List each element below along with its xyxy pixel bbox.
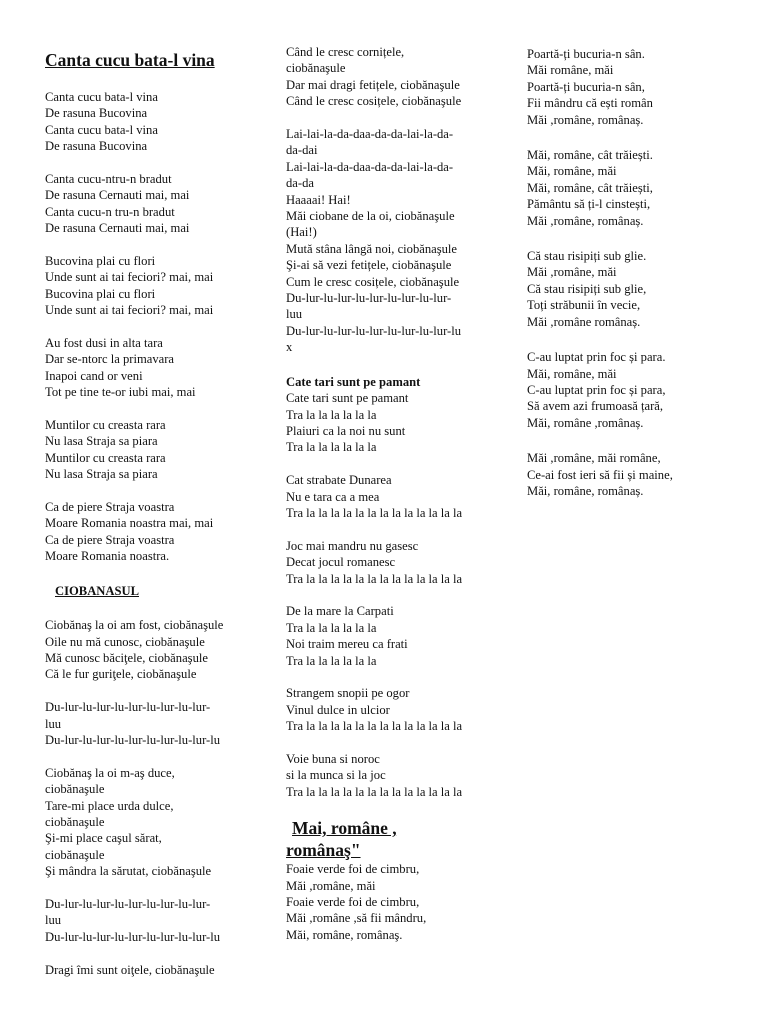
lyric-line: Cat strabate Dunarea bbox=[286, 473, 392, 488]
lyric-line: Du-lur-lu-lur-lu-lur-lu-lur-lu-lur- bbox=[45, 896, 211, 911]
lyric-line: Şi-mi place caşul sărat, bbox=[45, 831, 162, 846]
lyric-line: Unde sunt ai tai feciori? mai, mai bbox=[45, 303, 214, 318]
stanza bbox=[286, 44, 491, 110]
lyric-line: Lai-lai-la-da-daa-da-da-lai-la-da- bbox=[286, 159, 454, 174]
lyric-line: Când le cresc cornițele, bbox=[286, 45, 405, 59]
lyric-line: ciobănaşule bbox=[45, 847, 105, 862]
lyric-line: ciobănaşule bbox=[45, 814, 105, 829]
lyric-line: Canta cucu-n tru-n bradut bbox=[45, 204, 175, 219]
lyric-line: Tot pe tine te-or iubi mai, mai bbox=[45, 385, 196, 400]
lyric-line: Haaaai! Hai! bbox=[286, 192, 351, 207]
lyric-line: Nu lasa Straja sa piara bbox=[45, 467, 158, 482]
title-line: Mai, române , bbox=[292, 818, 397, 839]
stanza bbox=[286, 751, 491, 800]
stanza bbox=[286, 861, 491, 943]
stanza bbox=[45, 253, 250, 319]
lyric-line: Unde sunt ai tai feciori? mai, mai bbox=[45, 270, 214, 285]
lyric-line: Tra la la la la la la bbox=[286, 440, 377, 455]
lyric-line: Du-lur-lu-lur-lu-lur-lu-lur-lu-lur- bbox=[286, 291, 452, 306]
lyric-line: Că stau risipiți sub glie. bbox=[527, 249, 647, 264]
lyric-line: Măi ,române, măi bbox=[286, 878, 376, 893]
lyric-line: x bbox=[286, 340, 293, 355]
lyric-line: Măi ,române, românaș. bbox=[527, 112, 644, 127]
lyric-line: ciobănaşule bbox=[45, 782, 105, 797]
stanza bbox=[286, 472, 491, 521]
lyric-line: Du-lur-lu-lur-lu-lur-lu-lur-lu-lur-lu bbox=[45, 732, 220, 747]
lyric-line: Oile nu mă cunosc, ciobănaşule bbox=[45, 634, 205, 649]
stanza bbox=[286, 126, 491, 356]
lyric-line: Ciobănaş la oi am fost, ciobănaşule bbox=[45, 618, 224, 633]
lyric-line: Tra la la la la la la bbox=[286, 620, 377, 635]
song-title-mai-romane bbox=[286, 818, 491, 861]
lyric-line: (Hai!) bbox=[286, 225, 317, 240]
lyric-line: si la munca si la joc bbox=[286, 768, 386, 783]
lyric-line: Plaiuri ca la noi nu sunt bbox=[286, 423, 406, 438]
stanza bbox=[527, 450, 717, 499]
stanza bbox=[286, 390, 491, 456]
stanza bbox=[45, 896, 250, 945]
lyric-line: Voie buna si noroc bbox=[286, 751, 380, 766]
lyric-line: Şi mândra la sărutat, ciobănaşule bbox=[45, 864, 212, 879]
lyric-line: Că stau risipiți sub glie, bbox=[527, 281, 647, 296]
column-2 bbox=[286, 44, 491, 943]
lyric-line: C-au luptat prin foc și para, bbox=[527, 382, 666, 397]
lyric-line: Tra la la la la la la la la la la la la la bbox=[286, 784, 463, 799]
lyric-line: ciobănaşule bbox=[286, 61, 346, 76]
lyric-line: Mă cunosc băciţele, ciobănaşule bbox=[45, 650, 208, 665]
lyric-line: Măi, române, românaş. bbox=[286, 927, 403, 942]
lyric-line: Tra la la la la la la la la la la la la la bbox=[286, 719, 463, 734]
lyric-line: Ciobănaş la oi m-aş duce, bbox=[45, 765, 175, 780]
lyric-line: Lai-lai-la-da-daa-da-da-lai-la-da- bbox=[286, 127, 454, 142]
lyric-line: Canta cucu-ntru-n bradut bbox=[45, 172, 172, 187]
title-line: românaş" bbox=[286, 839, 361, 860]
lyric-line: Muntilor cu creasta rara bbox=[45, 418, 166, 433]
lyric-line: Măi ,române ,să fii mândru, bbox=[286, 911, 427, 926]
lyric-line: Moare Romania noastra. bbox=[45, 549, 170, 564]
stanza bbox=[45, 699, 250, 748]
lyric-line: Au fost dusi in alta tara bbox=[45, 336, 163, 351]
lyric-line: Că le fur guriţele, ciobănaşule bbox=[45, 667, 197, 682]
lyric-line: Du-lur-lu-lur-lu-lur-lu-lur-lu-lur- bbox=[45, 700, 211, 715]
lyric-line: Inapoi cand or veni bbox=[45, 368, 143, 383]
lyric-line: Poartă-ți bucuria-n sân, bbox=[527, 79, 645, 94]
lyric-line: Mută stâna lângă noi, ciobănaşule bbox=[286, 241, 458, 256]
lyric-line: De rasuna Bucovina bbox=[45, 139, 148, 154]
lyric-line: Toți străbunii în vecie, bbox=[527, 298, 641, 313]
stanza bbox=[45, 962, 250, 978]
lyric-line: Ca de piere Straja voastra bbox=[45, 532, 175, 547]
stanza bbox=[286, 685, 491, 734]
lyric-line: Măi, române, măi bbox=[527, 164, 617, 179]
lyric-line: Tare-mi place urda dulce, bbox=[45, 798, 174, 813]
lyric-line: Pământu să ți-l cinstești, bbox=[527, 197, 651, 212]
lyric-line: Foaie verde foi de cimbru, bbox=[286, 862, 420, 877]
lyric-line: De rasuna Cernauti mai, mai bbox=[45, 221, 190, 236]
lyric-line: Măi, române, cât trăiești. bbox=[527, 148, 653, 163]
lyric-line: Măi ciobane de la oi, ciobănaşule bbox=[286, 209, 455, 224]
lyric-line: Măi, române, românaș. bbox=[527, 483, 644, 498]
lyric-line: Canta cucu bata-l vina bbox=[45, 122, 158, 137]
stanza bbox=[527, 248, 717, 330]
lyric-line: Nu lasa Straja sa piara bbox=[45, 434, 158, 449]
stanza bbox=[286, 538, 491, 587]
stanza bbox=[45, 89, 250, 155]
song-title-cate-tari: Cate tari sunt pe pamant bbox=[286, 374, 421, 389]
song-title-canta-cucu: Canta cucu bata-l vina bbox=[45, 50, 215, 70]
lyric-line: Dar mai dragi fetițele, ciobănaşule bbox=[286, 77, 460, 92]
lyric-line: Măi române, măi bbox=[527, 63, 614, 78]
stanza bbox=[45, 171, 250, 237]
stanza bbox=[45, 765, 250, 880]
lyric-line: Du-lur-lu-lur-lu-lur-lu-lur-lu-lur-lu bbox=[45, 929, 220, 944]
stanza bbox=[527, 147, 717, 229]
lyric-line: Bucovina plai cu flori bbox=[45, 254, 156, 269]
lyric-line: Nu e tara ca a mea bbox=[286, 489, 380, 504]
lyric-line: Canta cucu bata-l vina bbox=[45, 90, 158, 104]
lyric-line: Noi traim mereu ca frati bbox=[286, 637, 408, 652]
lyric-line: Foaie verde foi de cimbru, bbox=[286, 895, 420, 909]
lyric-line: Strangem snopii pe ogor bbox=[286, 686, 410, 701]
lyric-line: da-da bbox=[286, 176, 314, 191]
lyric-line: Tra la la la la la la bbox=[286, 407, 377, 422]
lyric-line: Să avem azi frumoasă țară, bbox=[527, 399, 664, 414]
stanza bbox=[45, 499, 250, 565]
lyric-line: Decat jocul romanesc bbox=[286, 555, 396, 570]
lyric-line: Vinul dulce in ulcior bbox=[286, 702, 390, 717]
lyric-line: Dar se-ntorc la primavara bbox=[45, 352, 175, 367]
lyric-line: Tra la la la la la la la la la la la la la bbox=[286, 505, 463, 520]
stanza bbox=[45, 617, 250, 683]
lyric-line: Du-lur-lu-lur-lu-lur-lu-lur-lu-lur-lu bbox=[286, 323, 461, 338]
lyric-line: da-dai bbox=[286, 143, 318, 158]
lyric-line: Măi ,române, românaș. bbox=[527, 213, 644, 228]
column-1 bbox=[45, 0, 250, 978]
lyric-line: De rasuna Bucovina bbox=[45, 106, 148, 121]
lyric-line: Măi, române ,românaș. bbox=[527, 415, 644, 430]
lyric-line: Şi-ai să vezi fetițele, ciobănaşule bbox=[286, 258, 452, 273]
lyric-line: Muntilor cu creasta rara bbox=[45, 450, 166, 465]
lyric-line: De la mare la Carpati bbox=[286, 604, 394, 619]
lyric-line: Dragi îmi sunt oiţele, ciobănaşule bbox=[45, 962, 215, 977]
lyric-line: Cate tari sunt pe pamant bbox=[286, 391, 409, 406]
lyric-line: Măi ,române, măi române, bbox=[527, 451, 661, 466]
lyric-line: luu bbox=[286, 307, 303, 322]
lyric-line: Moare Romania noastra mai, mai bbox=[45, 516, 214, 531]
stanza bbox=[527, 46, 717, 128]
lyric-line: Joc mai mandru nu gasesc bbox=[286, 538, 419, 553]
stanza bbox=[527, 349, 717, 431]
lyric-line: C-au luptat prin foc și para. bbox=[527, 350, 666, 365]
lyric-line: Ca de piere Straja voastra bbox=[45, 500, 175, 515]
lyric-line: Tra la la la la la la bbox=[286, 653, 377, 668]
column-3 bbox=[527, 46, 717, 499]
stanza bbox=[286, 603, 491, 669]
lyric-line: Fii mândru că ești român bbox=[527, 96, 653, 111]
song-title-ciobanasul: CIOBANASUL bbox=[55, 583, 139, 598]
lyric-line: luu bbox=[45, 716, 62, 731]
lyric-line: Măi, române, cât trăiești, bbox=[527, 180, 653, 195]
lyric-line: luu bbox=[45, 913, 62, 928]
lyric-line: De rasuna Cernauti mai, mai bbox=[45, 188, 190, 203]
lyric-line: Poartă-ți bucuria-n sân. bbox=[527, 47, 645, 61]
lyric-line: Măi ,române românaș. bbox=[527, 314, 641, 329]
lyric-line: Cum le cresc cosițele, ciobănaşule bbox=[286, 274, 460, 289]
lyric-line: Tra la la la la la la la la la la la la la bbox=[286, 571, 463, 586]
lyric-line: Când le cresc cosițele, ciobănaşule bbox=[286, 94, 462, 109]
lyric-line: Măi ,române, măi bbox=[527, 265, 617, 280]
lyric-line: Bucovina plai cu flori bbox=[45, 286, 156, 301]
stanza bbox=[45, 335, 250, 401]
lyric-line: Ce-ai fost ieri să fii și maine, bbox=[527, 467, 673, 482]
lyric-line: Măi, române, măi bbox=[527, 366, 617, 381]
stanza bbox=[45, 417, 250, 483]
